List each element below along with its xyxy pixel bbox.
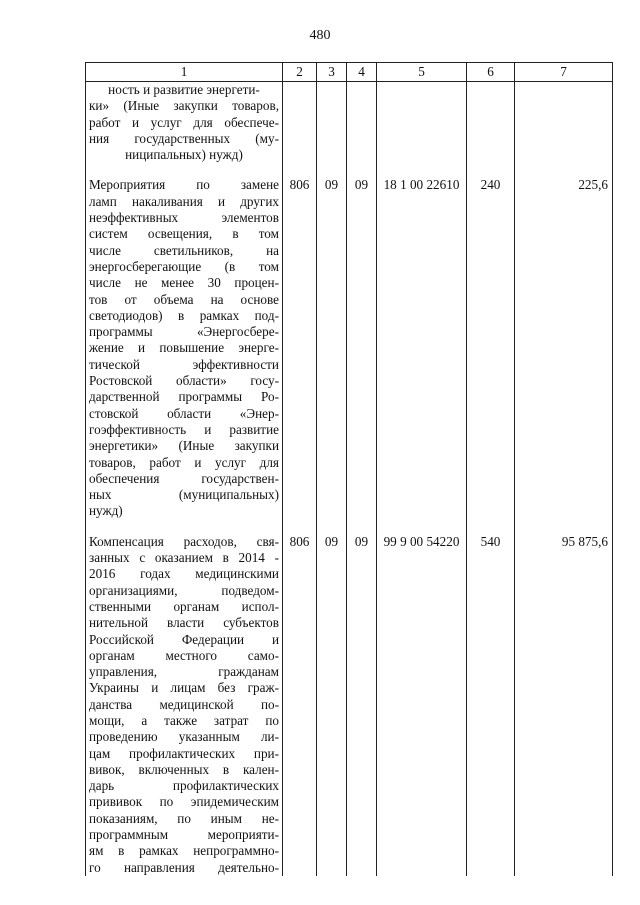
row-gap [86,520,613,534]
text-line: программы «Энергосбере- [89,324,279,340]
text-line: Компенсация расходов, свя- [89,533,279,549]
row-target-cell [377,82,467,164]
text-line: 2016 годах медицинскими [89,566,279,582]
text-line: ность и развитие энергети- [108,82,260,97]
row-name-cell [86,534,283,876]
header-col-6: 6 [467,63,515,82]
text-line: го направления деятельно- [89,859,279,875]
text-line: энергосберегающие (в том [89,258,279,274]
header-col-3: 3 [317,63,347,82]
text-line: дарь профилактических [89,778,279,794]
text-line: мощи, а также затрат по [89,712,279,728]
text-line: ния государственных (му- [89,130,279,146]
row-expense-type-cell: 240 [467,177,515,519]
text-line: ки» (Иные закупки товаров, [89,98,279,114]
table-row [86,177,613,519]
table-row [86,82,613,164]
row-amount-cell: 225,6 [515,177,613,519]
text-line: ниципальных) нужд) [125,147,243,163]
row-target-cell: 18 1 00 22610 [377,177,467,519]
row-subsection-cell [347,82,377,164]
row-ministry-cell: 806 [283,534,317,876]
row-expense-type-cell [467,82,515,164]
budget-table [85,62,613,876]
text-line: нужд) [89,503,123,519]
header-col-5: 5 [377,63,467,82]
text-line: вивок, включенных в кален- [89,761,279,777]
text-line: прививок по эпидемическим [89,794,279,810]
text-line: дарственной программы Ро- [89,389,279,405]
text-line: ственными органам испол- [89,598,279,614]
row-section-cell [317,82,347,164]
table-header-row [86,63,613,82]
text-line: ям в рамках непрограммно- [89,843,279,859]
text-line: работ и услуг для обеспече- [89,114,279,130]
text-line: цам профилактических при- [89,745,279,761]
row-ministry-cell [283,82,317,164]
text-line: ламп накаливания и других [89,193,279,209]
header-col-2: 2 [283,63,317,82]
text-line: товаров, работ и услуг для [89,454,279,470]
text-line: числе светильников, на [89,242,279,258]
row-name-cell [86,82,283,164]
text-line: ных (муниципальных) [89,487,279,503]
text-line: Украины и лицам без граж- [89,680,279,696]
text-line: показаниям, по иным не- [89,810,279,826]
text-line: занных с оказанием в 2014 - [89,550,279,566]
row-subsection-cell: 09 [347,177,377,519]
row-expense-type-cell: 540 [467,534,515,876]
text-line: проведению указанным ли- [89,729,279,745]
text-line: тов от объема на основе [89,291,279,307]
header-col-4: 4 [347,63,377,82]
row-target-cell: 99 9 00 54220 [377,534,467,876]
text-line: тической эффективности [89,356,279,372]
text-line: светодиодов) в рамках под- [89,307,279,323]
text-line: Российской Федерации и [89,631,279,647]
text-line: систем освещения, в том [89,226,279,242]
text-line: органам местного само- [89,647,279,663]
text-line: организациями, подведом- [89,582,279,598]
text-line: жение и повышение энерге- [89,340,279,356]
row-section-cell: 09 [317,534,347,876]
text-line: Мероприятия по замене [89,177,279,193]
row-section-cell: 09 [317,177,347,519]
text-line: неэффективных элементов [89,210,279,226]
text-line: гоэффективность и развитие [89,421,279,437]
text-line: числе не менее 30 процен- [89,275,279,291]
header-col-7: 7 [515,63,613,82]
row-subsection-cell: 09 [347,534,377,876]
text-line: энергетики» (Иные закупки [89,438,279,454]
page-number: 480 [309,28,331,43]
text-line: управления, гражданам [89,664,279,680]
row-name-cell [86,177,283,519]
text-line: нительной власти субъектов [89,615,279,631]
text-line: данства медицинской по- [89,696,279,712]
row-amount-cell: 95 875,6 [515,534,613,876]
text-line: обеспечения государствен- [89,470,279,486]
text-line: стовской области «Энер- [89,405,279,421]
table-row [86,534,613,876]
text-line: Ростовской области» госу- [89,373,279,389]
row-ministry-cell: 806 [283,177,317,519]
row-amount-cell [515,82,613,164]
header-col-1: 1 [86,63,283,82]
row-gap [86,163,613,177]
text-line: программным мероприяти- [89,827,279,843]
